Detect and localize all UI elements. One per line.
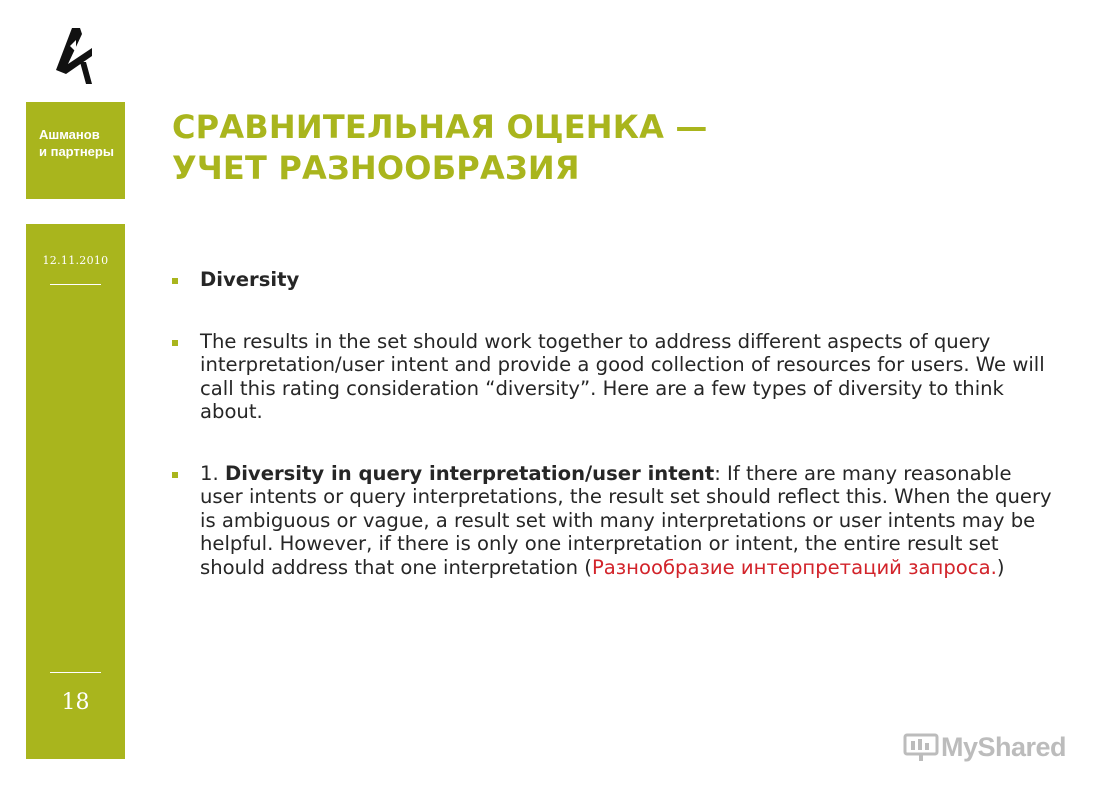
slide-title-line2: УЧЕТ РАЗНООБРАЗИЯ	[172, 149, 580, 187]
brand-box	[26, 102, 125, 199]
slide-date: 12.11.2010	[42, 254, 109, 267]
bullet-item-query-interpretation	[172, 462, 1052, 580]
page-number: 18	[61, 690, 90, 715]
bullet-item-description	[172, 330, 1052, 424]
sidebar-divider-top	[50, 284, 101, 285]
bullet-list	[172, 268, 1052, 579]
bullet-3-closing: )	[996, 555, 1005, 579]
company-logo-icon	[52, 22, 98, 86]
bullet-diversity-text: Diversity	[200, 268, 300, 291]
sidebar-divider-bottom	[50, 672, 101, 673]
bullet-item-diversity	[172, 268, 1052, 292]
slide-title	[172, 107, 708, 189]
presentation-board-icon	[903, 732, 939, 762]
bullet-3-prefix: 1.	[200, 461, 225, 485]
bullet-3-russian-note: Разнообразие интерпретаций запроса.	[591, 555, 997, 579]
watermark	[903, 730, 1066, 764]
bullet-description-text: The results in the set should work together to address different aspects of query interpretation/user intent and provide a good collection of resources for users. We will call this rating consideration “diversity”. Here are a few types of diversity to think about.	[200, 329, 1045, 423]
sidebar	[26, 224, 125, 759]
brand-name-line2: и партнеры	[39, 144, 114, 159]
watermark-text: MyShared	[941, 731, 1067, 762]
brand-name-line1: Ашманов	[39, 127, 100, 142]
slide-title-line1: СРАВНИТЕЛЬНАЯ ОЦЕНКА —	[172, 108, 708, 146]
bullet-3-bold-heading: Diversity in query interpretation/user intent	[224, 461, 715, 485]
bullet-3-body-text: : If there are many reasonable user intents or query interpretations, the result set should reflect this. When the query is ambiguous or vague, a result set with many interpretations or user intents may be helpful. However, if there is only one interpretation or intent, the entire result set should address that one interpretation (	[200, 461, 1052, 579]
